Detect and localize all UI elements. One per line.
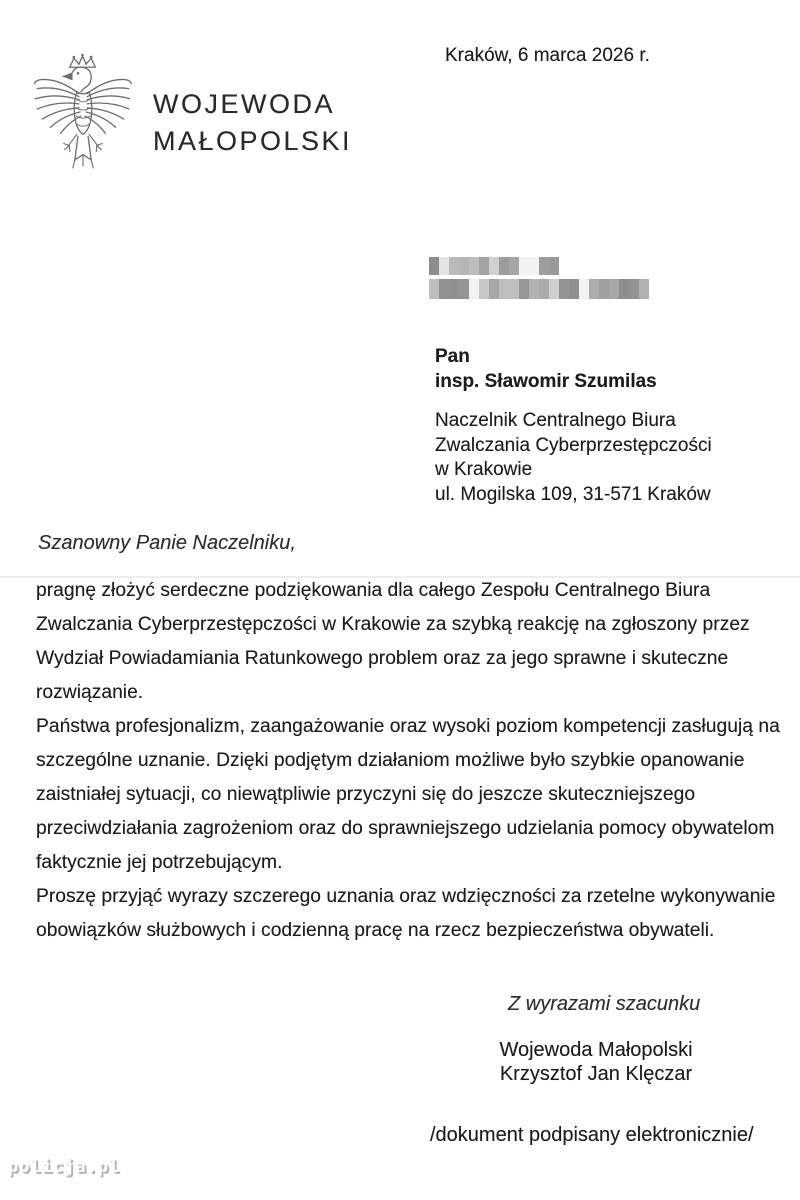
redaction-pixel [449, 279, 459, 299]
redaction-pixel [549, 279, 559, 299]
redaction-pixel [499, 279, 509, 299]
redaction-pixel [639, 279, 649, 299]
redaction-pixel [489, 257, 499, 275]
redaction-pixel [609, 279, 619, 299]
redaction-pixel [569, 279, 579, 299]
redaction-pixel [459, 257, 469, 275]
redaction-pixel [439, 279, 449, 299]
recipient-address-line: Naczelnik Centralnego Biura [435, 410, 676, 431]
redaction-pixel [469, 279, 479, 299]
redaction-pixel [489, 279, 499, 299]
redaction-pixel [629, 279, 639, 299]
valediction: Z wyrazami szacunku [508, 993, 701, 1015]
redaction-pixel [469, 257, 479, 275]
sender-title [153, 86, 352, 160]
redacted-reference-number [429, 257, 649, 303]
redaction-pixel [579, 279, 589, 299]
date-line: Kraków, 6 marca 2026 r. [445, 45, 650, 66]
paragraph-2: Państwa profesjonalizm, zaangażowanie oraz wysoki poziom kompetencji zasługują na szczególne uznanie. Dzięki podjętym działaniom możliwe było szybkie opanowanie zaistniałej sytuacji, co niewątpliwie przyczyni się do jeszcze skuteczniejszego przeciwdziałania zagrożeniom oraz do sprawniejszego udzielania pomocy obywatelom faktycznie jej potrzebującym. [36, 716, 780, 873]
signer-title: Wojewoda Małopolski [499, 1039, 693, 1061]
electronic-signature-note: /dokument podpisany elektronicznie/ [430, 1124, 754, 1146]
redaction-pixel [459, 279, 469, 299]
redaction-pixel [429, 257, 439, 275]
redaction-pixel [519, 257, 529, 275]
redacted-line-1 [429, 257, 649, 275]
redaction-pixel [479, 257, 489, 275]
recipient-name: insp. Sławomir Szumilas [435, 371, 657, 392]
redaction-pixel [449, 257, 459, 275]
salutation: Szanowny Panie Naczelniku, [38, 532, 296, 554]
recipient-address-line: ul. Mogilska 109, 31-571 Kraków [435, 483, 711, 505]
redaction-pixel [519, 279, 529, 299]
recipient-address [435, 409, 712, 507]
redacted-line-2 [429, 279, 649, 299]
redaction-pixel [499, 257, 509, 275]
policja-pl-watermark: policja.pl [8, 1157, 121, 1177]
sender-title-line2: MAŁOPOLSKI [153, 126, 353, 156]
recipient-honorific: Pan [435, 346, 470, 367]
recipient-address-line: Zwalczania Cyberprzestępczości [435, 434, 712, 456]
sender-title-line1: WOJEWODA [153, 89, 335, 119]
recipient-block [435, 344, 712, 507]
letter-body [36, 574, 780, 948]
redaction-pixel [529, 257, 539, 275]
polish-eagle-emblem-icon [30, 52, 132, 174]
paragraph-3: Proszę przyjąć wyrazy szczerego uznania oraz wdzięczności za rzetelne wykonywanie obowiązków służbowych i codzienną pracę na rzecz bezpieczeństwa obywateli. [36, 886, 776, 941]
redaction-pixel [619, 279, 629, 299]
signature-block [436, 1038, 756, 1086]
redaction-pixel [429, 279, 439, 299]
redaction-pixel [439, 257, 449, 275]
redaction-pixel [539, 279, 549, 299]
redaction-pixel [549, 257, 559, 275]
redaction-pixel [479, 279, 489, 299]
paragraph-1: pragnę złożyć serdeczne podziękowania dla całego Zespołu Centralnego Biura Zwalczania Cyberprzestępczości w Krakowie za szybką reakcję na zgłoszony przez Wydział Powiadamiania Ratunkowego problem oraz za jego sprawne i skuteczne rozwiązanie. [36, 580, 750, 703]
redaction-pixel [589, 279, 599, 299]
redaction-pixel [559, 279, 569, 299]
redaction-pixel [509, 279, 519, 299]
redaction-pixel [599, 279, 609, 299]
redaction-pixel [539, 257, 549, 275]
redaction-pixel [509, 257, 519, 275]
signer-name: Krzysztof Jan Klęczar [499, 1063, 693, 1085]
redaction-pixel [529, 279, 539, 299]
recipient-address-line: w Krakowie [435, 459, 533, 480]
